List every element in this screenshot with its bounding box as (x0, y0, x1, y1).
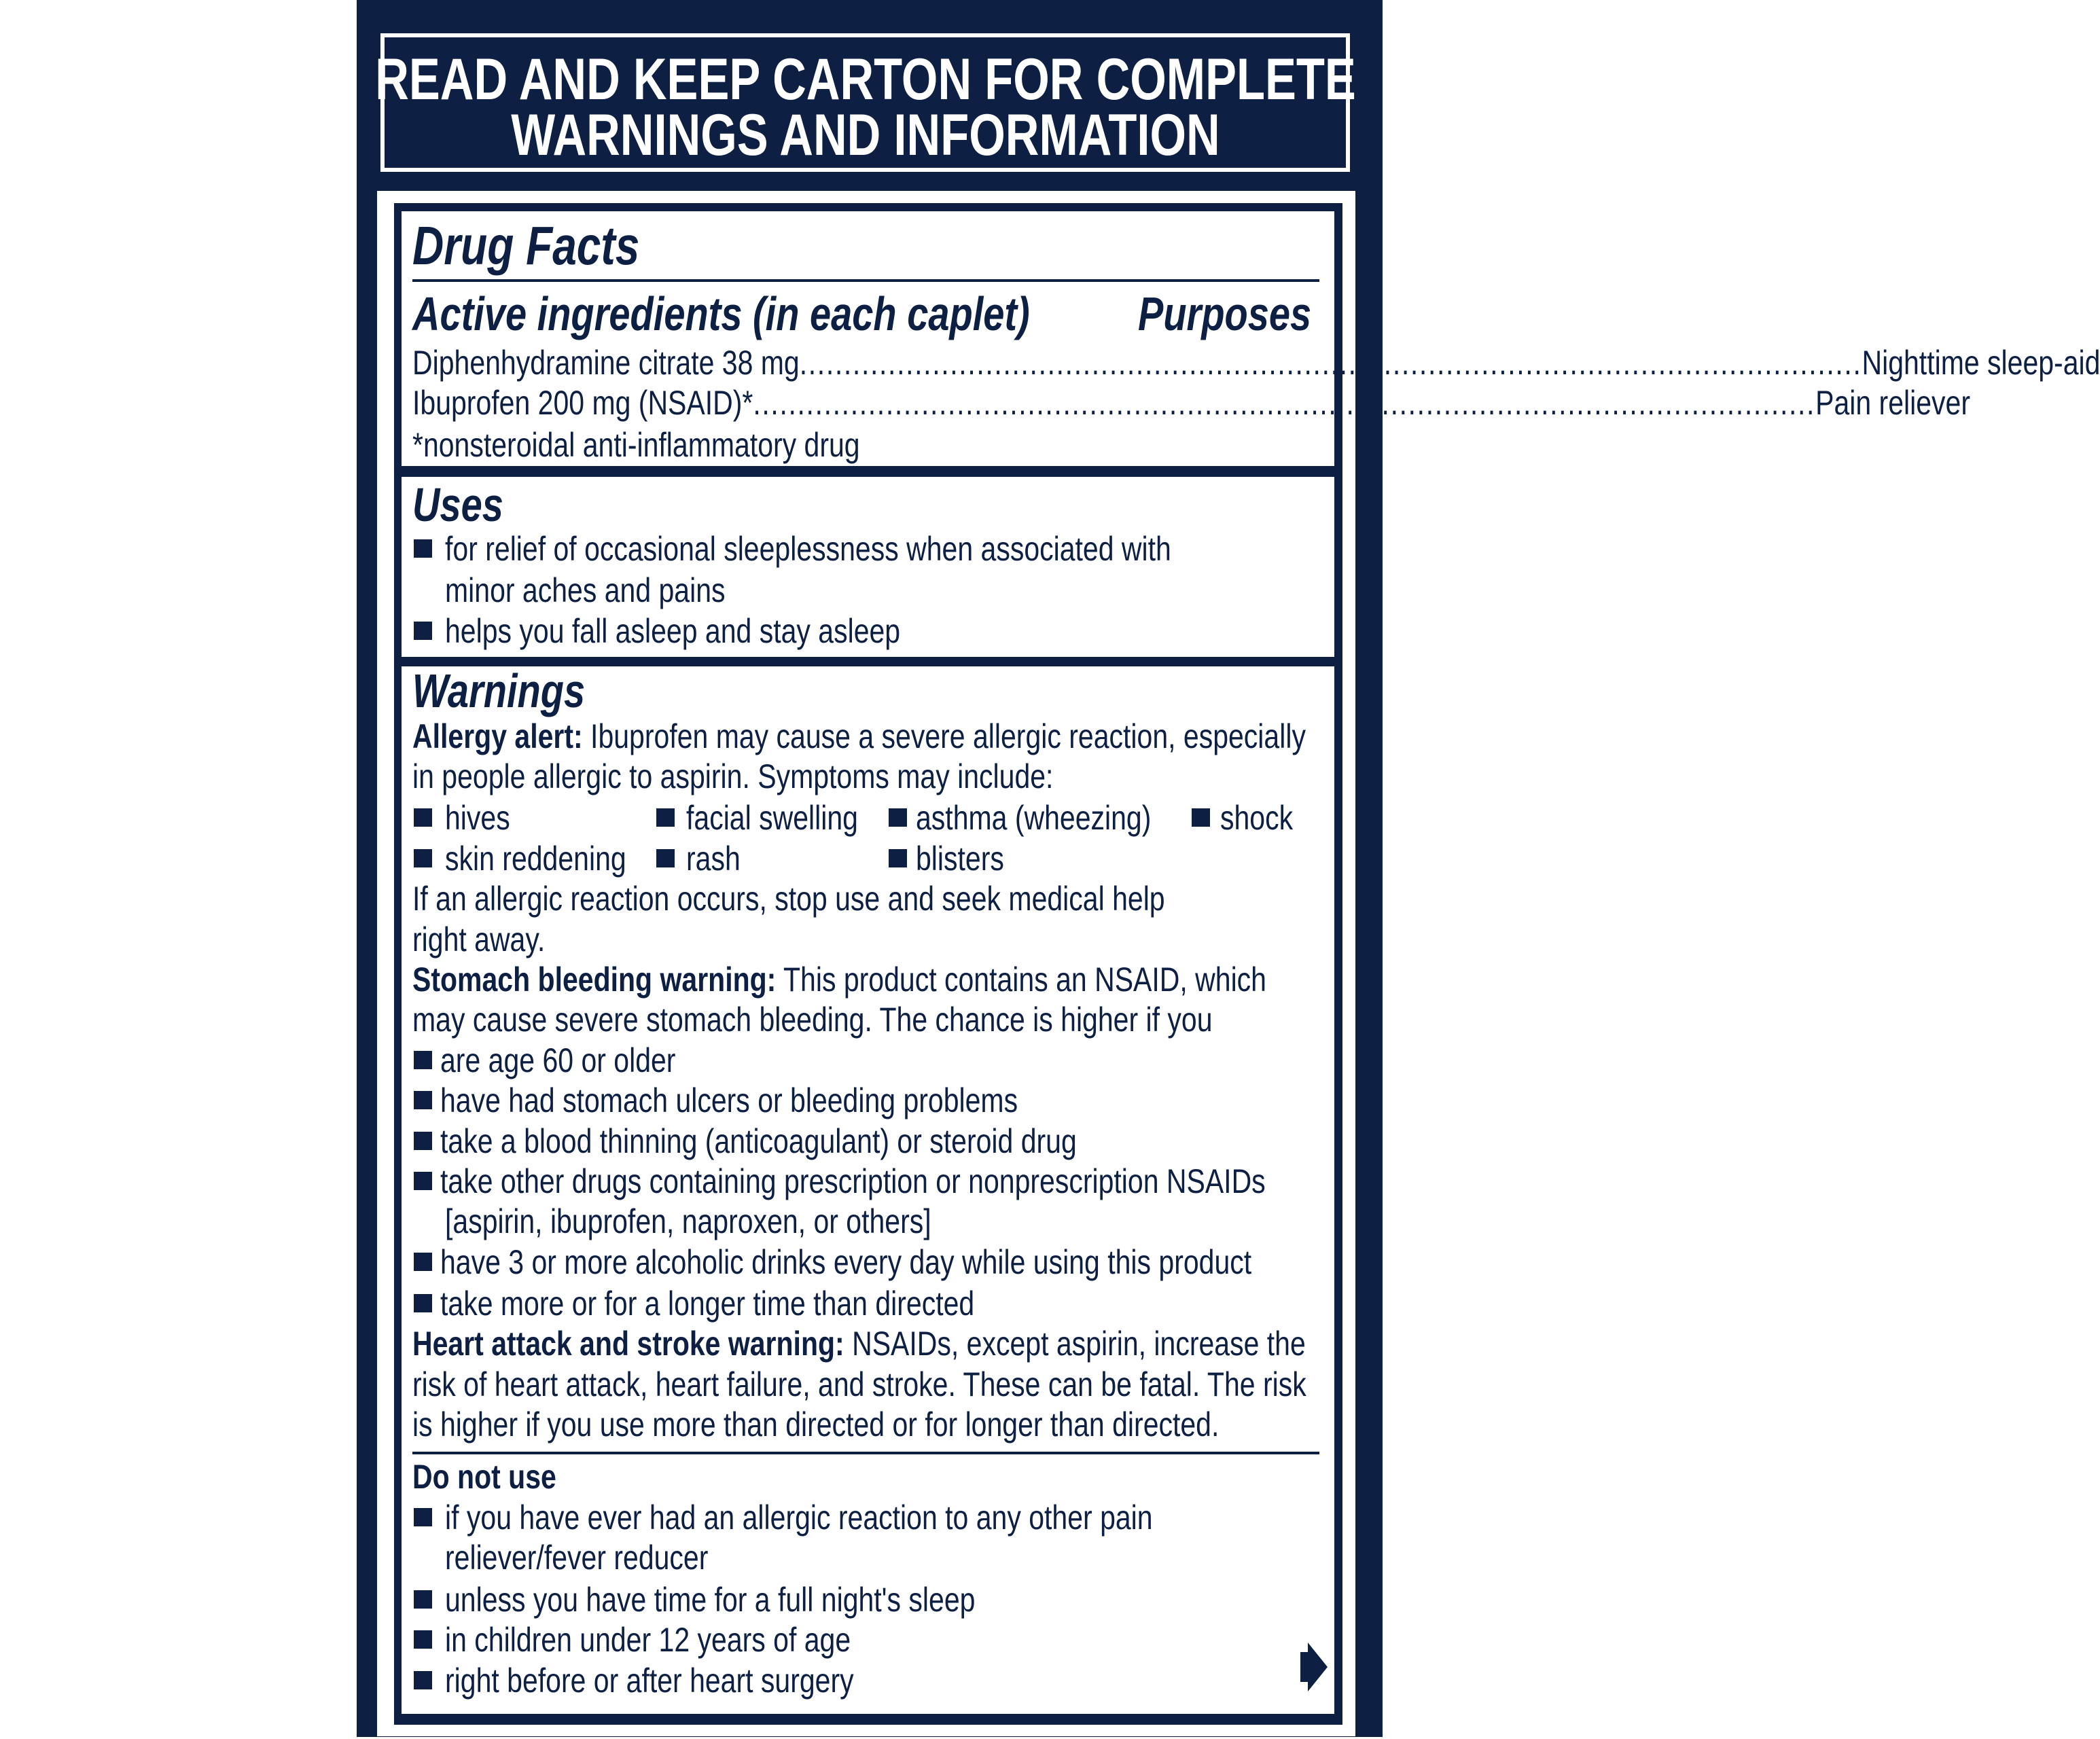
allergy-text: Ibuprofen may cause a severe allergic reaction, especially (590, 717, 1306, 755)
banner-box (374, 33, 1356, 172)
use-item-cont: minor aches and pains (445, 571, 726, 609)
bullet-icon (414, 1051, 432, 1069)
ingredient-purpose: Pain reliever (1815, 384, 1970, 422)
bullet-icon (414, 1294, 432, 1312)
arrow-right-icon (1300, 1643, 1330, 1691)
symptom: rash (686, 840, 741, 878)
symptom: hives (445, 799, 510, 837)
rule (412, 1452, 1319, 1454)
symptom: asthma (wheezing) (916, 799, 1152, 837)
bullet-icon (1192, 808, 1210, 827)
allergy-text: in people allergic to aspirin. Symptoms may include: (412, 757, 1054, 795)
rule (412, 279, 1319, 282)
stomach-item: have 3 or more alcoholic drinks every day while using this product (440, 1243, 1252, 1281)
symptom: blisters (916, 840, 1004, 878)
ingredient-purpose: Nighttime sleep-aid (1862, 344, 2100, 382)
stomach-label: Stomach bleeding warning: (412, 961, 777, 999)
use-item: helps you fall asleep and stay asleep (445, 612, 901, 650)
warnings-heading: Warnings (412, 664, 586, 717)
symptom: skin reddening (445, 840, 626, 878)
section-divider (402, 466, 1334, 477)
heart-text: is higher if you use more than directed or for longer than directed. (412, 1405, 1220, 1444)
stomach-item: have had stomach ulcers or bleeding problems (440, 1081, 1018, 1119)
stomach-item: take a blood thinning (anticoagulant) or steroid drug (440, 1122, 1077, 1160)
bullet-icon (414, 1671, 432, 1689)
heart-warning (412, 1323, 1306, 1364)
heart-text: NSAIDs, except aspirin, increase the (852, 1325, 1306, 1363)
bullet-icon (414, 1253, 432, 1271)
allergy-after: If an allergic reaction occurs, stop use and seek medical help (412, 880, 1165, 918)
bullet-icon (414, 1172, 432, 1190)
allergy-after: right away. (412, 920, 546, 958)
banner-line-2: WARNINGS AND INFORMATION (510, 103, 1220, 168)
do-not-use-item: if you have ever had an allergic reaction to any other pain (445, 1499, 1153, 1537)
stomach-item: take other drugs containing prescription or nonprescription NSAIDs (440, 1162, 1266, 1200)
active-ingredients-heading: Active ingredients (in each caplet) (412, 287, 1030, 340)
ingredient-row (412, 382, 1970, 423)
stomach-item-cont: [aspirin, ibuprofen, naproxen, or others] (445, 1202, 931, 1240)
drug-facts-title: Drug Facts (412, 215, 640, 276)
heart-text: risk of heart attack, heart failure, and stroke. These can be fatal. The risk (412, 1365, 1306, 1403)
symptom: shock (1220, 799, 1294, 837)
stomach-item: are age 60 or older (440, 1041, 676, 1079)
bullet-icon (414, 1091, 432, 1109)
use-item: for relief of occasional sleeplessness when associated with (445, 530, 1171, 568)
bullet-icon (414, 849, 432, 867)
ingredient-name: Diphenhydramine citrate 38 mg (412, 344, 800, 382)
leader-dots: ........................................................................................................................ (799, 344, 1862, 382)
allergy-alert (412, 716, 1306, 757)
symptom: facial swelling (686, 799, 858, 837)
do-not-use-item: unless you have time for a full night's sleep (445, 1581, 976, 1619)
bullet-icon (414, 539, 432, 558)
do-not-use-item-cont: reliever/fever reducer (445, 1539, 709, 1577)
ingredient-name: Ibuprofen 200 mg (NSAID)* (412, 384, 753, 422)
uses-heading: Uses (412, 478, 503, 531)
stomach-text: may cause severe stomach bleeding. The chance is higher if you (412, 1001, 1213, 1039)
allergy-label: Allergy alert: (412, 717, 583, 755)
bullet-icon (414, 1630, 432, 1649)
do-not-use-heading: Do not use (412, 1458, 556, 1496)
bullet-icon (414, 808, 432, 827)
footnote: *nonsteroidal anti-inflammatory drug (412, 426, 860, 464)
purposes-heading: Purposes (1138, 287, 1312, 340)
banner-line-1: READ AND KEEP CARTON FOR COMPLETE (374, 47, 1356, 112)
bullet-icon (656, 849, 675, 867)
bullet-icon (414, 1508, 432, 1526)
bullet-icon (889, 808, 907, 827)
bullet-icon (656, 808, 675, 827)
bullet-icon (414, 1590, 432, 1609)
bullet-icon (414, 622, 432, 640)
bullet-icon (889, 849, 907, 867)
do-not-use-item: in children under 12 years of age (445, 1621, 851, 1659)
stomach-text: This product contains an NSAID, which (783, 961, 1266, 999)
heart-label: Heart attack and stroke warning: (412, 1325, 844, 1363)
bullet-icon (414, 1132, 432, 1150)
do-not-use-item: right before or after heart surgery (445, 1662, 854, 1700)
stomach-item: take more or for a longer time than directed (440, 1285, 975, 1323)
leader-dots: ........................................................................................................................ (753, 384, 1816, 422)
ingredient-row (412, 342, 2100, 383)
stomach-warning (412, 959, 1266, 1000)
